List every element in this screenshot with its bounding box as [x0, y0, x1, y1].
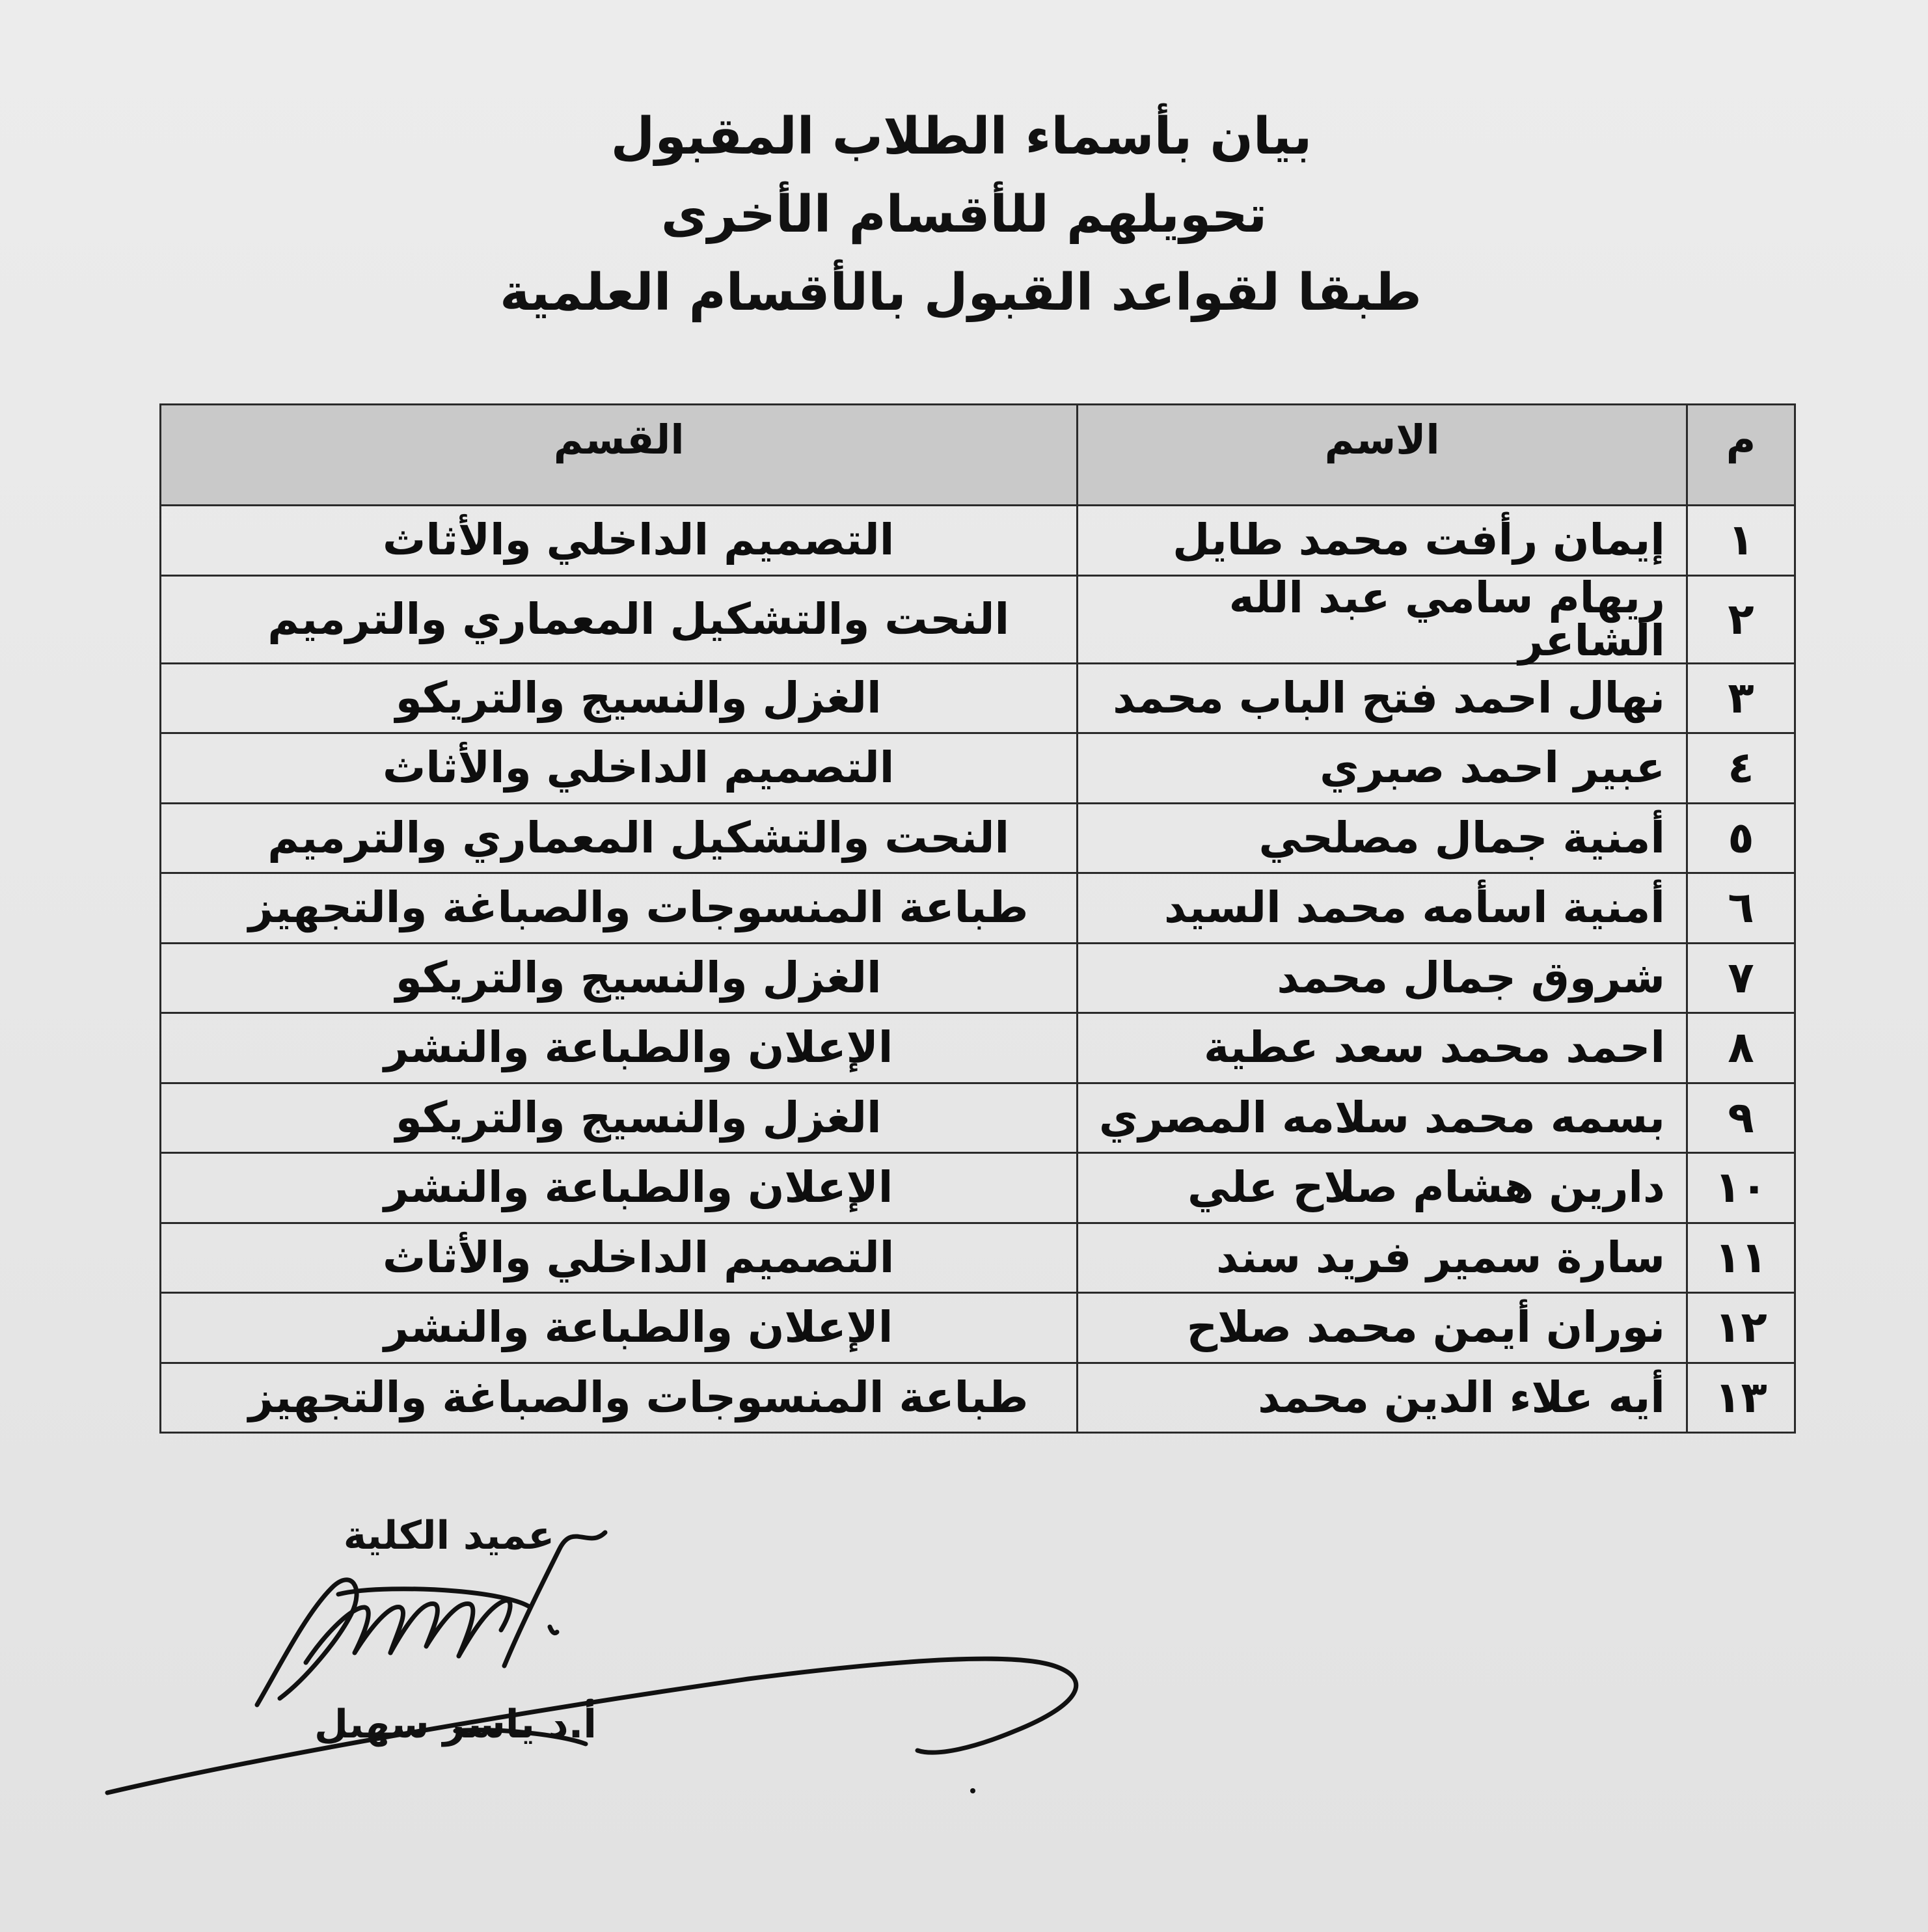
student-name: أيه علاء الدين محمد	[1078, 1363, 1687, 1433]
department: النحت والتشكيل المعماري والترميم	[161, 803, 1078, 873]
dean-title: عميد الكلية	[343, 1513, 555, 1558]
column-header-dept: القسم	[161, 405, 1078, 506]
department: الإعلان والطباعة والنشر	[161, 1153, 1078, 1223]
department: الغزل والنسيج والتريكو	[161, 943, 1078, 1013]
student-name: أمنية اسأمه محمد السيد	[1078, 873, 1687, 944]
row-number: ٣	[1687, 663, 1795, 733]
student-name: أمنية جمال مصلحي	[1078, 803, 1687, 873]
department: الغزل والنسيج والتريكو	[161, 663, 1078, 733]
row-number: ١١	[1687, 1223, 1795, 1293]
student-name: إيمان رأفت محمد طايل	[1078, 506, 1687, 576]
header-line-2: تحويلهم للأقسام الأخرى	[660, 185, 1268, 244]
row-number: ١٢	[1687, 1293, 1795, 1363]
student-name: نهال احمد فتح الباب محمد	[1078, 663, 1687, 733]
department: النحت والتشكيل المعماري والترميم	[161, 575, 1078, 663]
department: الإعلان والطباعة والنشر	[161, 1013, 1078, 1083]
row-number: ٩	[1687, 1083, 1795, 1153]
dean-name: أ.د ياسر سهيل	[314, 1702, 597, 1747]
row-number: ٤	[1687, 733, 1795, 804]
department: الإعلان والطباعة والنشر	[161, 1293, 1078, 1363]
row-number: ٢	[1687, 575, 1795, 663]
student-name: ريهام سامي عبد الله الشاعر	[1078, 575, 1687, 663]
row-number: ٦	[1687, 873, 1795, 944]
row-number: ٧	[1687, 943, 1795, 1013]
department: التصميم الداخلي والأثاث	[161, 1223, 1078, 1293]
department: التصميم الداخلي والأثاث	[161, 506, 1078, 576]
header-line-1: بيان بأسماء الطلاب المقبول	[610, 107, 1312, 166]
column-header-name: الاسم	[1078, 405, 1687, 506]
student-name: عبير احمد صبري	[1078, 733, 1687, 804]
row-number: ١٣	[1687, 1363, 1795, 1433]
student-name: بسمه محمد سلامه المصري	[1078, 1083, 1687, 1153]
header-line-3: طبقا لقواعد القبول بالأقسام العلمية	[500, 264, 1422, 322]
row-number: ٨	[1687, 1013, 1795, 1083]
row-number: ١٠	[1687, 1153, 1795, 1223]
department: التصميم الداخلي والأثاث	[161, 733, 1078, 804]
department: طباعة المنسوجات والصباغة والتجهيز	[161, 873, 1078, 944]
department: الغزل والنسيج والتريكو	[161, 1083, 1078, 1153]
department: طباعة المنسوجات والصباغة والتجهيز	[161, 1363, 1078, 1433]
student-name: احمد محمد سعد عطية	[1078, 1013, 1687, 1083]
student-name: سارة سمير فريد سند	[1078, 1223, 1687, 1293]
student-name: نوران أيمن محمد صلاح	[1078, 1293, 1687, 1363]
row-number: ١	[1687, 506, 1795, 576]
student-name: دارين هشام صلاح علي	[1078, 1153, 1687, 1223]
column-header-num: م	[1687, 405, 1795, 506]
row-number: ٥	[1687, 803, 1795, 873]
student-name: شروق جمال محمد	[1078, 943, 1687, 1013]
